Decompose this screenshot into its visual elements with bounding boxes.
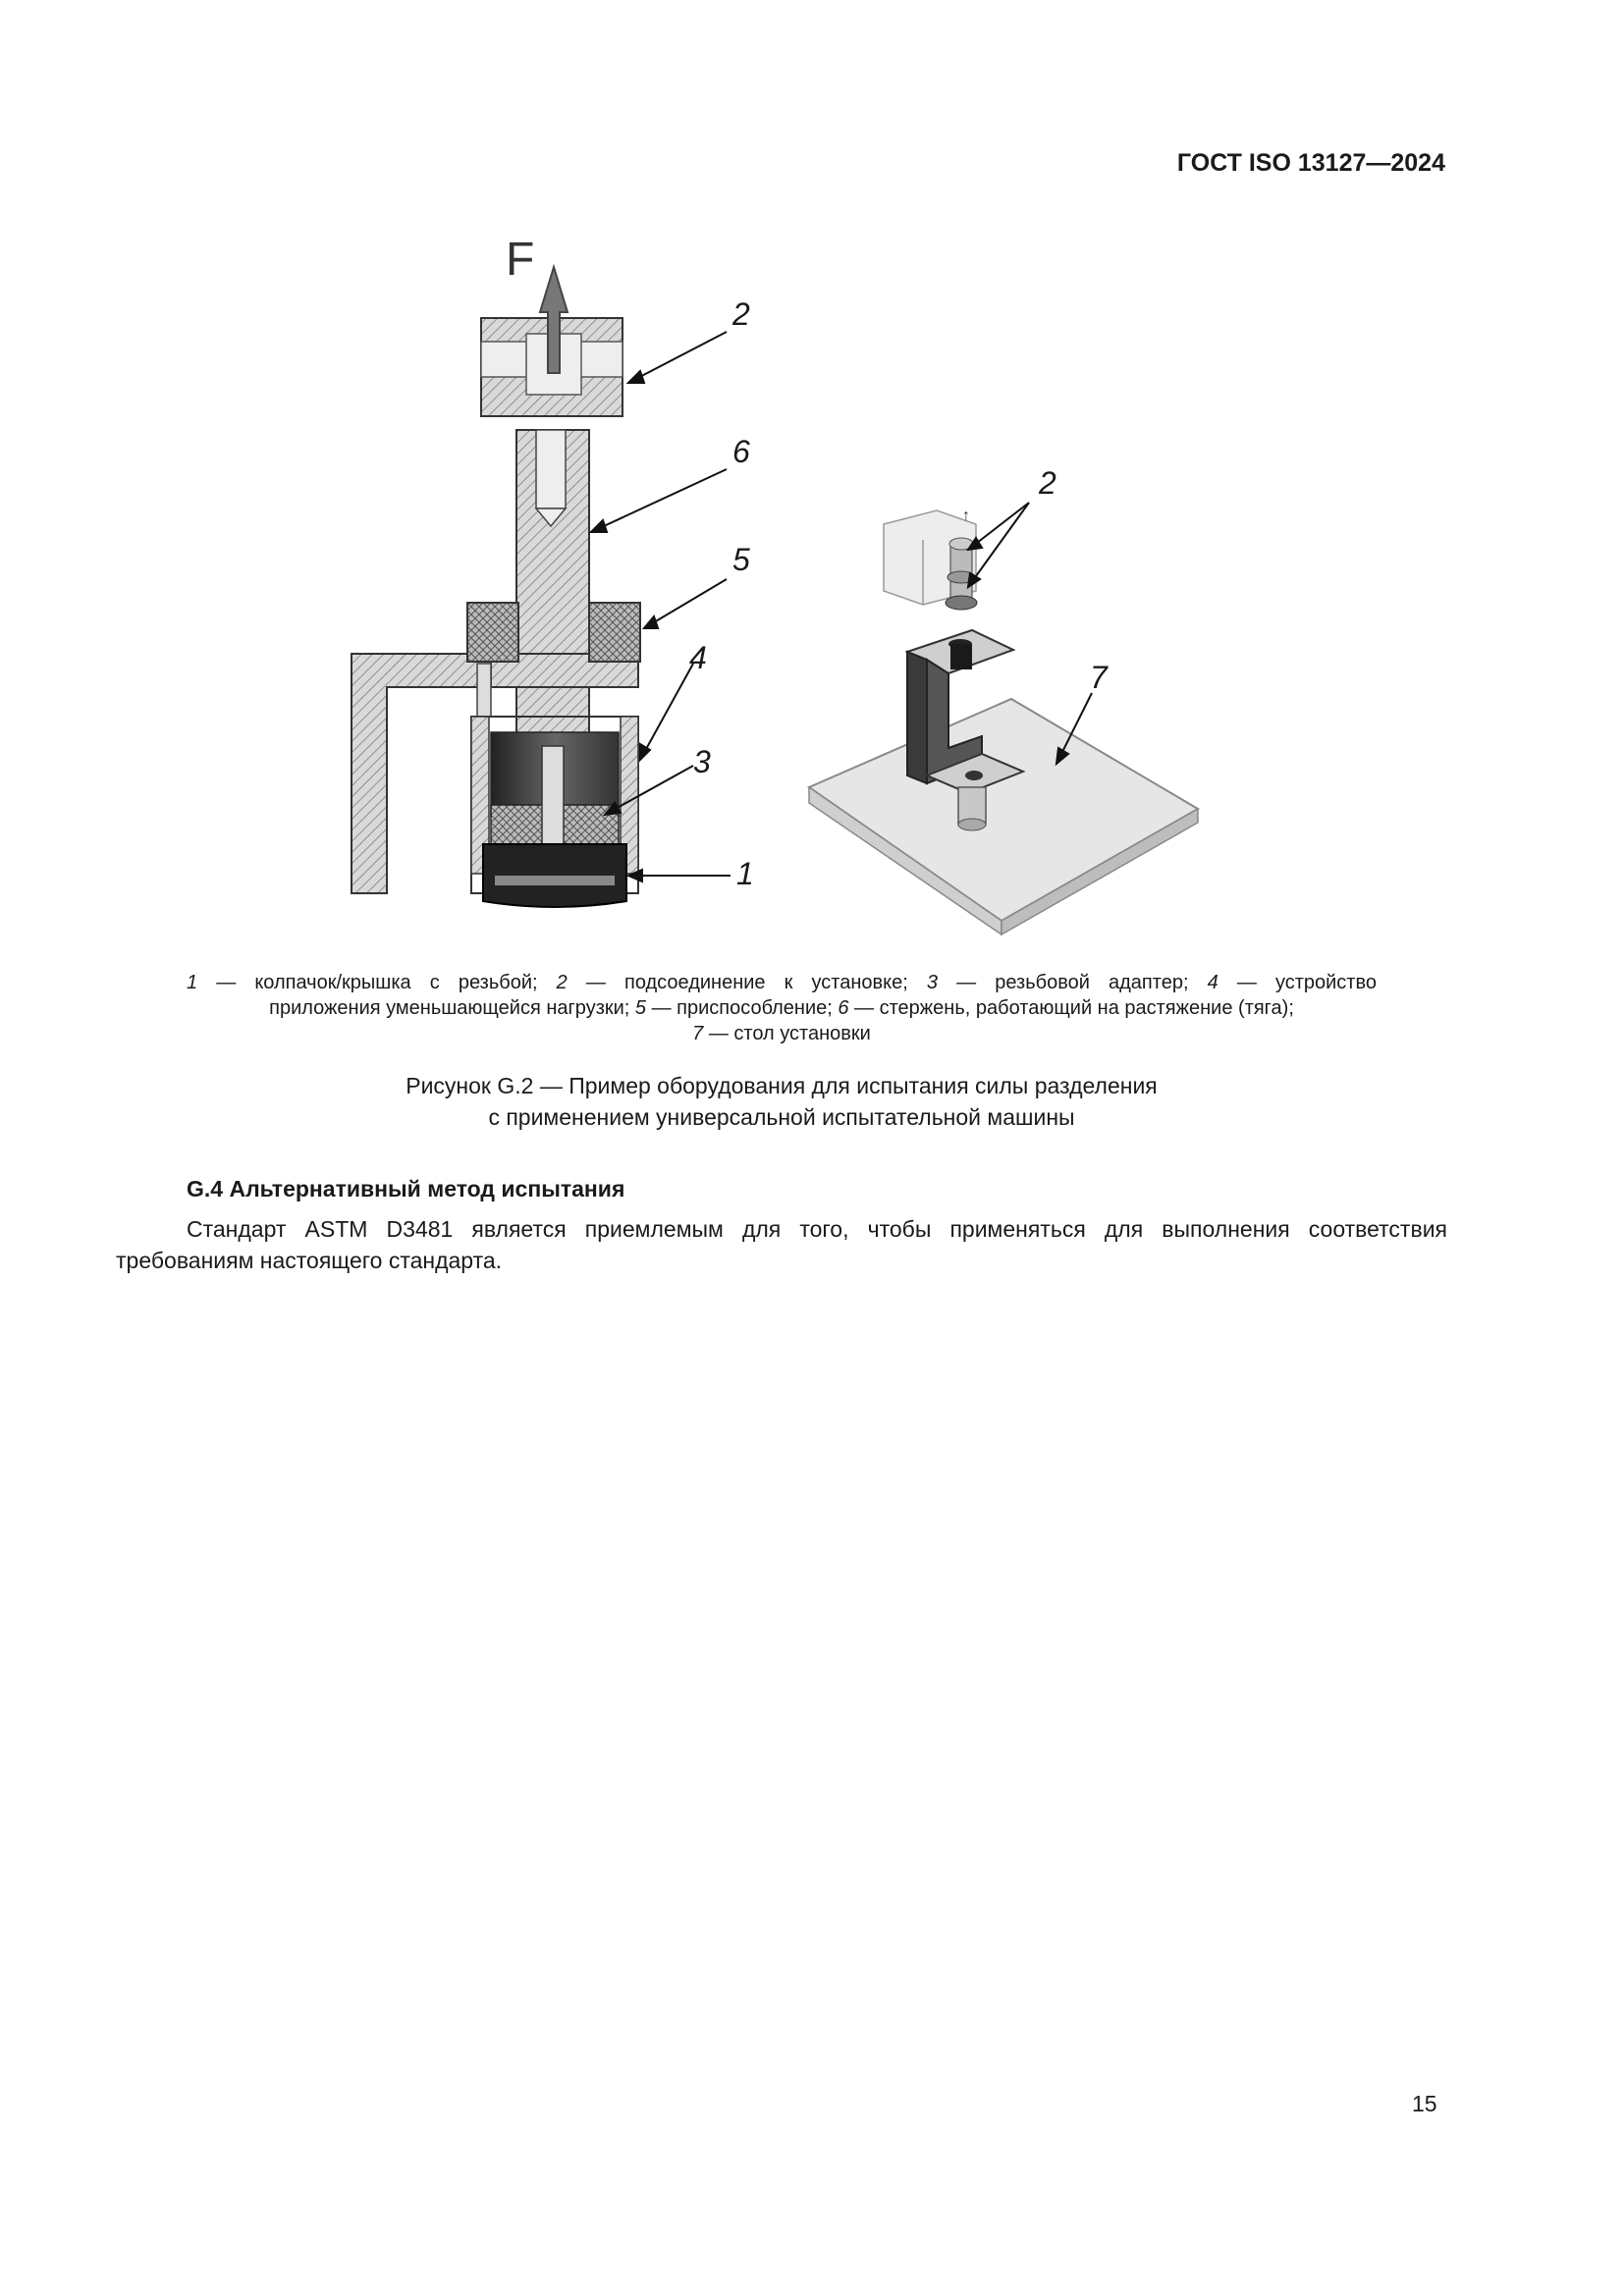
callout-7: 7	[1090, 660, 1108, 695]
figure-g2	[334, 226, 1218, 942]
callout-3: 3	[693, 744, 711, 779]
cross-section-drawing	[352, 234, 731, 907]
legend-line-3: 7 — стол установки	[692, 1023, 871, 1044]
fixture-bracket	[352, 654, 491, 893]
setup-table	[809, 699, 1198, 921]
paragraph-line-1: Стандарт ASTM D3481 является приемлемым для того, чтобы применяться для выполнения соответствия	[187, 1216, 1447, 1242]
svg-text:↑: ↑	[962, 507, 970, 524]
figure-legend	[187, 970, 1377, 1046]
legend-line-1: 1 — колпачок/крышка с резьбой; 2 — подсоединение к установке; 3 — резьбовой адаптер; 4 — устройство	[187, 972, 1377, 993]
callout-5: 5	[732, 542, 750, 577]
nut-right	[589, 603, 640, 662]
document-code: ГОСТ ISO 13127—2024	[1176, 149, 1445, 177]
page-number: 15	[1412, 2091, 1437, 2116]
callout-1: 1	[736, 856, 754, 891]
caption-line-2: с применением универсальной испытательной машины	[488, 1104, 1075, 1130]
callout-2-left: 2	[732, 296, 750, 332]
isometric-drawing	[809, 503, 1198, 934]
figure-drawing	[334, 226, 1218, 942]
caption-line-1: Рисунок G.2 — Пример оборудования для испытания силы разделения	[406, 1073, 1158, 1098]
callout-2-right: 2	[1039, 465, 1056, 501]
section-paragraph	[116, 1213, 1447, 1276]
paragraph-line-2: требованиям настоящего стандарта.	[116, 1248, 503, 1273]
force-label: F	[506, 234, 535, 286]
callout-6: 6	[732, 434, 750, 469]
legend-line-2: приложения уменьшающейся нагрузки; 5 — приспособление; 6 — стержень, работающий на растяжение (тяга);	[269, 997, 1294, 1019]
section-heading: G.4 Альтернативный метод испытания	[187, 1176, 625, 1201]
figure-caption	[187, 1070, 1377, 1133]
callout-4: 4	[689, 640, 707, 675]
nut-left	[467, 603, 518, 662]
